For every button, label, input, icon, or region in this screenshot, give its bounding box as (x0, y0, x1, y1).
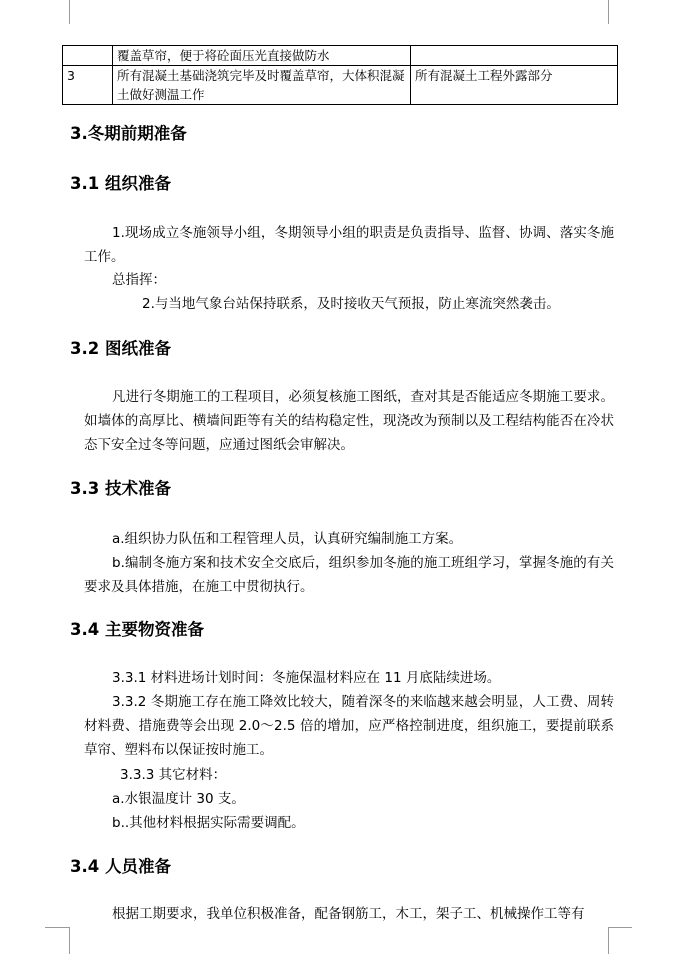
crop-mark (69, 0, 70, 24)
measures-table (62, 45, 618, 105)
crop-mark (608, 0, 609, 24)
table-cell: 所有混凝土工程外露部分 (411, 66, 618, 105)
section-heading: 3.2 图纸准备 (70, 339, 171, 358)
crop-mark (608, 927, 609, 954)
table-row (63, 46, 618, 66)
paragraph: 2.与当地气象台站保持联系，及时接收天气预报，防止寒流突然袭击。 (142, 296, 560, 312)
paragraph: 总指挥： (112, 272, 166, 288)
paragraph: b.编制冬施方案和技术安全交底后，组织参加冬施的施工班组学习，掌握冬施的有关要求及具体措施，在施工中贯彻执行。 (84, 555, 614, 595)
crop-mark (608, 927, 632, 928)
paragraph: 3.3.1 材料进场计划时间：冬施保温材料应在 11 月底陆续进场。 (112, 670, 501, 686)
table-cell (411, 46, 618, 66)
table-cell: 覆盖草帘，便于将砼面压光直接做防水 (113, 46, 411, 66)
crop-mark (69, 927, 70, 954)
paragraph: b..其他材料根据实际需要调配。 (112, 815, 305, 831)
table-cell: 所有混凝土基础浇筑完毕及时覆盖草帘，大体积混凝土做好测温工作 (113, 66, 411, 105)
paragraph: a.组织协力队伍和工程管理人员，认真研究编制施工方案。 (112, 531, 463, 547)
paragraph: 根据工期要求，我单位积极准备，配备钢筋工，木工，架子工、机械操作工等有 (112, 906, 585, 922)
paragraph: 凡进行冬期施工的工程项目，必须复核施工图纸，查对其是否能适应冬期施工要求。如墙体的高厚比、横墙间距等有关的结构稳定性，现浇改为预制以及工程结构能否在冷状态下安全过冬等问题，应通过图纸会审解决。 (84, 389, 614, 453)
table-cell: 3 (63, 66, 113, 105)
section-heading: 3.4 人员准备 (70, 857, 171, 876)
section-heading: 3.4 主要物资准备 (70, 620, 204, 639)
paragraph: a.水银温度计 30 支。 (112, 791, 245, 807)
section-heading: 3.3 技术准备 (70, 479, 171, 498)
table-row (63, 66, 618, 105)
table-cell (63, 46, 113, 66)
section-heading: 3.1 组织准备 (70, 174, 171, 193)
paragraph: 3.3.3 其它材料： (120, 767, 227, 783)
crop-mark (45, 927, 69, 928)
paragraph: 3.3.2 冬期施工存在施工降效比较大，随着深冬的来临越来越会明显，人工费、周转材料费、措施费等会出现 2.0～2.5 倍的增加，应严格控制进度，组织施工，要提前联系草帘、塑料布以保证按时施工。 (84, 694, 614, 758)
section-heading: 3.冬期前期准备 (70, 124, 187, 143)
paragraph: 1.现场成立冬施领导小组，冬期领导小组的职责是负责指导、监督、协调、落实冬施工作。 (84, 225, 614, 265)
